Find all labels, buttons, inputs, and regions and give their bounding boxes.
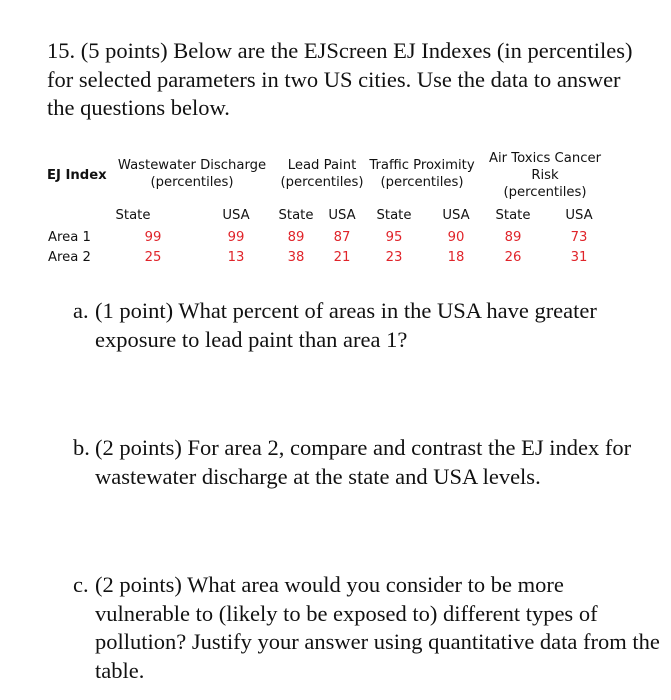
table-cell: 89: [287, 230, 305, 245]
table-cell: 13: [227, 250, 245, 265]
table-cell: 18: [447, 250, 465, 265]
table-corner-label: EJ Index: [47, 168, 107, 183]
question-intro: 15. (5 points) Below are the EJScreen EJ Indexes (in percentiles) for selected parameters in two US cities. Use the data to answer the questions below.: [47, 38, 633, 120]
row-label-area-1: Area 1: [48, 230, 91, 245]
subheader-usa: USA: [565, 208, 593, 223]
subquestion-text: (2 points) For area 2, compare and contrast the EJ index for wastewater discharge at the state and USA levels.: [95, 435, 632, 489]
row-label-area-2: Area 2: [48, 250, 91, 265]
subheader-state: State: [495, 208, 531, 223]
subheader-usa: USA: [442, 208, 470, 223]
subquestion-text: (2 points) What area would you consider to be more vulnerable to (likely to be exposed to) different types of pollution? Justify your answer using quantitative data from the table.: [95, 572, 660, 683]
table-cell: 31: [570, 250, 588, 265]
table-cell: 87: [333, 230, 351, 245]
subquestion-letter: a.: [73, 298, 89, 323]
table-cell: 23: [385, 250, 403, 265]
subheader-usa: USA: [328, 208, 356, 223]
subheader-state: State: [376, 208, 412, 223]
table-cell: 99: [144, 230, 162, 245]
table-cell: 95: [385, 230, 403, 245]
table-cell: 25: [144, 250, 162, 265]
header-lead-paint: Lead Paint (percentiles): [280, 158, 364, 190]
header-traffic-proximity: Traffic Proximity (percentiles): [369, 158, 475, 190]
table-cell: 21: [333, 250, 351, 265]
table-cell: 99: [227, 230, 245, 245]
table-cell: 73: [570, 230, 588, 245]
table-cell: 89: [504, 230, 522, 245]
subquestion-b: [73, 434, 663, 491]
table-cell: 26: [504, 250, 522, 265]
subheader-state: State: [278, 208, 314, 223]
subquestion-letter: c.: [73, 572, 89, 597]
table-cell: 90: [447, 230, 465, 245]
subheader-usa: USA: [222, 208, 250, 223]
subheader-state: State: [115, 208, 151, 223]
subquestion-a: [73, 297, 663, 354]
subquestion-text: (1 point) What percent of areas in the USA have greater exposure to lead paint than area 1?: [95, 298, 597, 352]
subquestion-c: [73, 571, 663, 685]
table-cell: 38: [287, 250, 305, 265]
header-wastewater: Wastewater Discharge (percentiles): [117, 158, 267, 190]
header-air-toxics: Air Toxics Cancer Risk (percentiles): [489, 151, 601, 200]
subquestion-letter: b.: [73, 435, 90, 460]
